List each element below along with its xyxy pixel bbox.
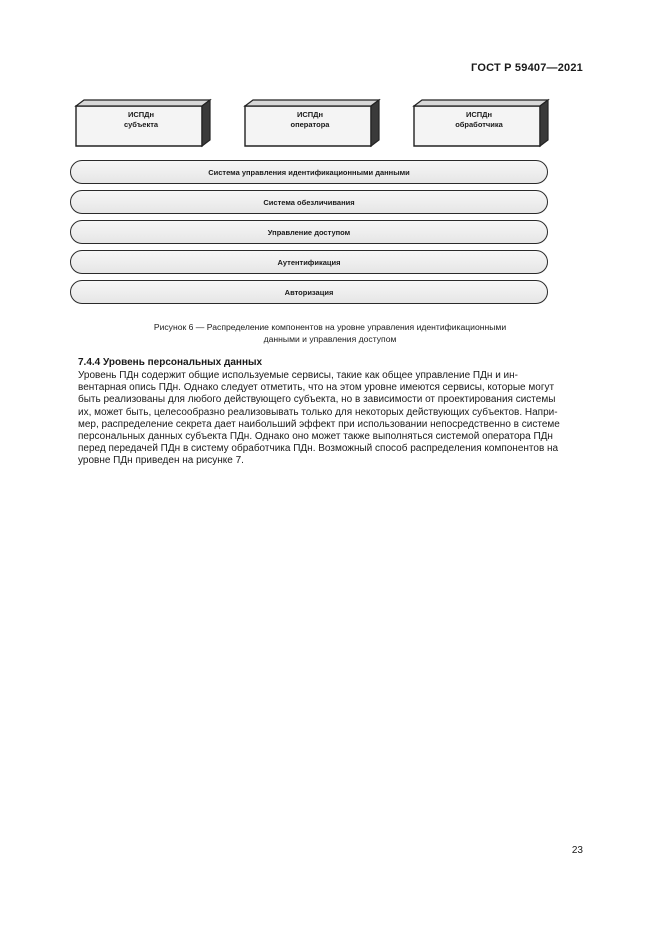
paragraph-line: быть реализованы для любого действующего субъекта, но в зависимости от проектирования системы	[78, 394, 556, 406]
box-processor-ispdn	[412, 98, 552, 148]
box-title: ИСПДн	[127, 110, 155, 119]
box-subtitle: субъекта	[123, 120, 159, 129]
box-title: ИСПДн	[296, 110, 324, 119]
box-title: ИСПДн	[465, 110, 493, 119]
layer-authentication: Аутентификация	[70, 250, 548, 274]
box-subtitle: оператора	[290, 120, 330, 129]
paragraph-line: вентарная опись ПДн. Однако следует отметить, что на этом уровне имеются сервисы, которые могут	[78, 382, 555, 394]
layer-anonymization: Система обезличивания	[70, 190, 548, 214]
component-diagram	[70, 98, 550, 310]
caption-line: Рисунок 6 — Распределение компонентов на уровне управления идентификационными	[153, 322, 507, 332]
box-subject-ispdn	[74, 98, 214, 148]
paragraph-line: персональных данных субъекта ПДн. Однако оно может также выполняться системой оператора ПДн	[78, 431, 553, 443]
layer-access-control: Управление доступом	[70, 220, 548, 244]
layer-authorization: Авторизация	[70, 280, 548, 304]
paragraph-line: уровне ПДн приведен на рисунке 7.	[78, 455, 244, 467]
standard-code: ГОСТ Р 59407—2021	[471, 62, 583, 74]
paragraph-line: мер, распределение секрета дает наибольший эффект при использовании непосредственно в системе	[78, 418, 560, 430]
layer-identity-management: Система управления идентификационными данными	[70, 160, 548, 184]
paragraph-line: Уровень ПДн содержит общие используемые сервисы, такие как общее управление ПДн и ин-	[78, 370, 518, 381]
section-paragraph	[78, 370, 584, 468]
caption-line: данными и управления доступом	[263, 334, 397, 344]
section-heading: 7.4.4 Уровень персональных данных	[78, 357, 263, 368]
paragraph-line: перед передачей ПДн в систему обработчика ПДн. Возможный способ распределения компонентов на	[78, 443, 559, 455]
paragraph-line: их, может быть, целесообразно реализовывать только для некоторых действующих субъектов. Напри-	[78, 406, 558, 418]
figure-caption	[70, 321, 590, 345]
page-number: 23	[571, 845, 583, 856]
box-operator-ispdn	[243, 98, 383, 148]
box-subtitle: обработчика	[455, 120, 503, 129]
